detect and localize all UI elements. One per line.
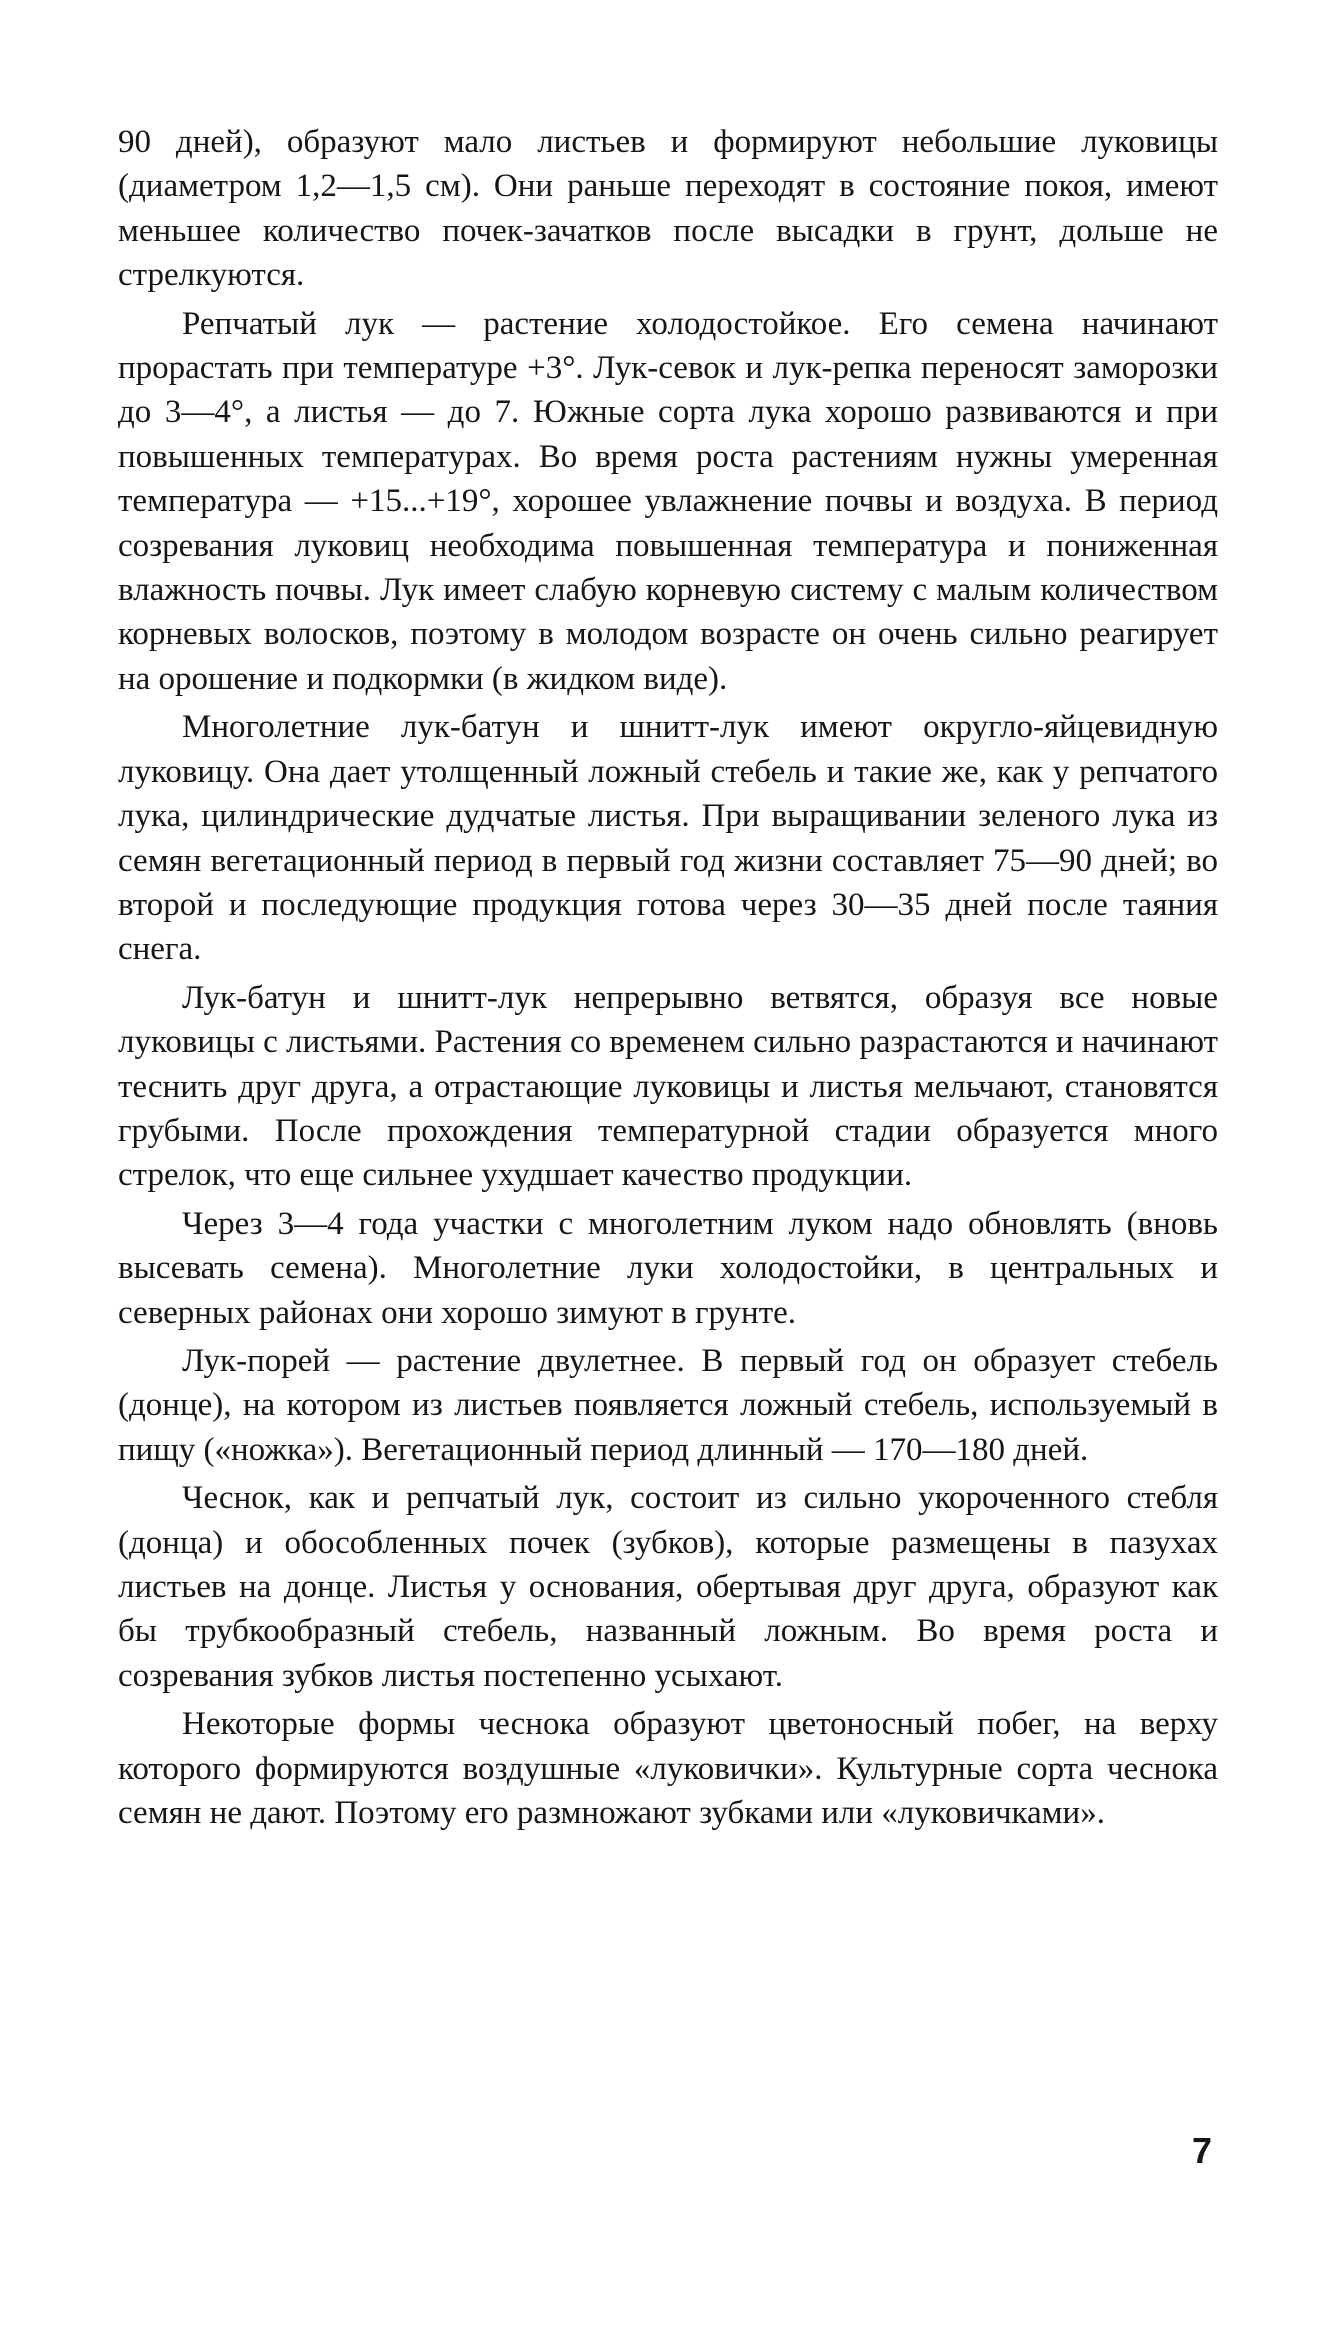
paragraph-7: Чеснок, как и репчатый лук, состоит из сильно укороченного стебля (донца) и обособленных почек (зубков), которые размещены в пазухах листьев на донце. Листья у основания, обертывая друг друга, образуют как бы трубкообразный стебель, названный ложным. Во время роста и созревания зубков листья постепенно усыхают. <box>118 1480 1218 1694</box>
paragraph-1: 90 дней), образуют мало листьев и формируют небольшие луковицы (диаметром 1,2—1,5 см). Они раньше переходят в состояние покоя, имеют меньшее количество почек-зачатков после высадки в грунт, дольше не стрелкуются. <box>118 124 1218 294</box>
paragraph-6: Лук-порей — растение двулетнее. В первый год он образует стебель (донце), на котором из листьев появляется ложный стебель, используемый в пищу («ножка»). Вегетационный период длинный — 170—180 дней. <box>118 1342 1218 1468</box>
paragraph-8: Некоторые формы чеснока образуют цветоносный побег, на верху которого формируются воздушные «луковички». Культурные сорта чеснока семян не дают. Поэтому его размножают зубками или «луковичками». <box>118 1706 1218 1832</box>
paragraph-2: Репчатый лук — растение холодостойкое. Его семена начинают прорастать при температуре +3°. Лук-севок и лук-репка переносят заморозки до 3—4°, а листья — до 7. Южные сорта лука хорошо развиваются и при повышенных температурах. Во время роста растениям нужны умеренная температура — +15...+19°, хорошее увлажнение почвы и воздуха. В период созревания луковиц необходима повышенная температура и пониженная влажность почвы. Лук имеет слабую корневую систему с малым количеством корневых волосков, поэтому в молодом возрасте он очень сильно реагирует на орошение и подкормки (в жидком виде). <box>118 305 1218 697</box>
paragraph-3: Многолетние лук-батун и шнитт-лук имеют округло-яйцевидную луковицу. Она дает утолщенный ложный стебель и такие же, как у репчатого лука, цилиндрические дудчатые листья. При выращивании зеленого лука из семян вегетационный период в первый год жизни составляет 75—90 дней; во второй и последующие продукция готова через 30—35 дней после таяния снега. <box>118 709 1218 968</box>
page-number: 7 <box>1192 2130 1213 2171</box>
paragraph-5: Через 3—4 года участки с многолетним луком надо обновлять (вновь высевать семена). Многолетние луки холодостойки, в центральных и северных районах они хорошо зимуют в грунте. <box>118 1205 1218 1331</box>
page-body <box>118 120 1218 1839</box>
paragraph-4: Лук-батун и шнитт-лук непрерывно ветвятся, образуя все новые луковицы с листьями. Растения со временем сильно разрастаются и начинают теснить друг друга, а отрастающие луковицы и листья мельчают, становятся грубыми. После прохождения температурной стадии образуется много стрелок, что еще сильнее ухудшает качество продукции. <box>118 979 1218 1194</box>
